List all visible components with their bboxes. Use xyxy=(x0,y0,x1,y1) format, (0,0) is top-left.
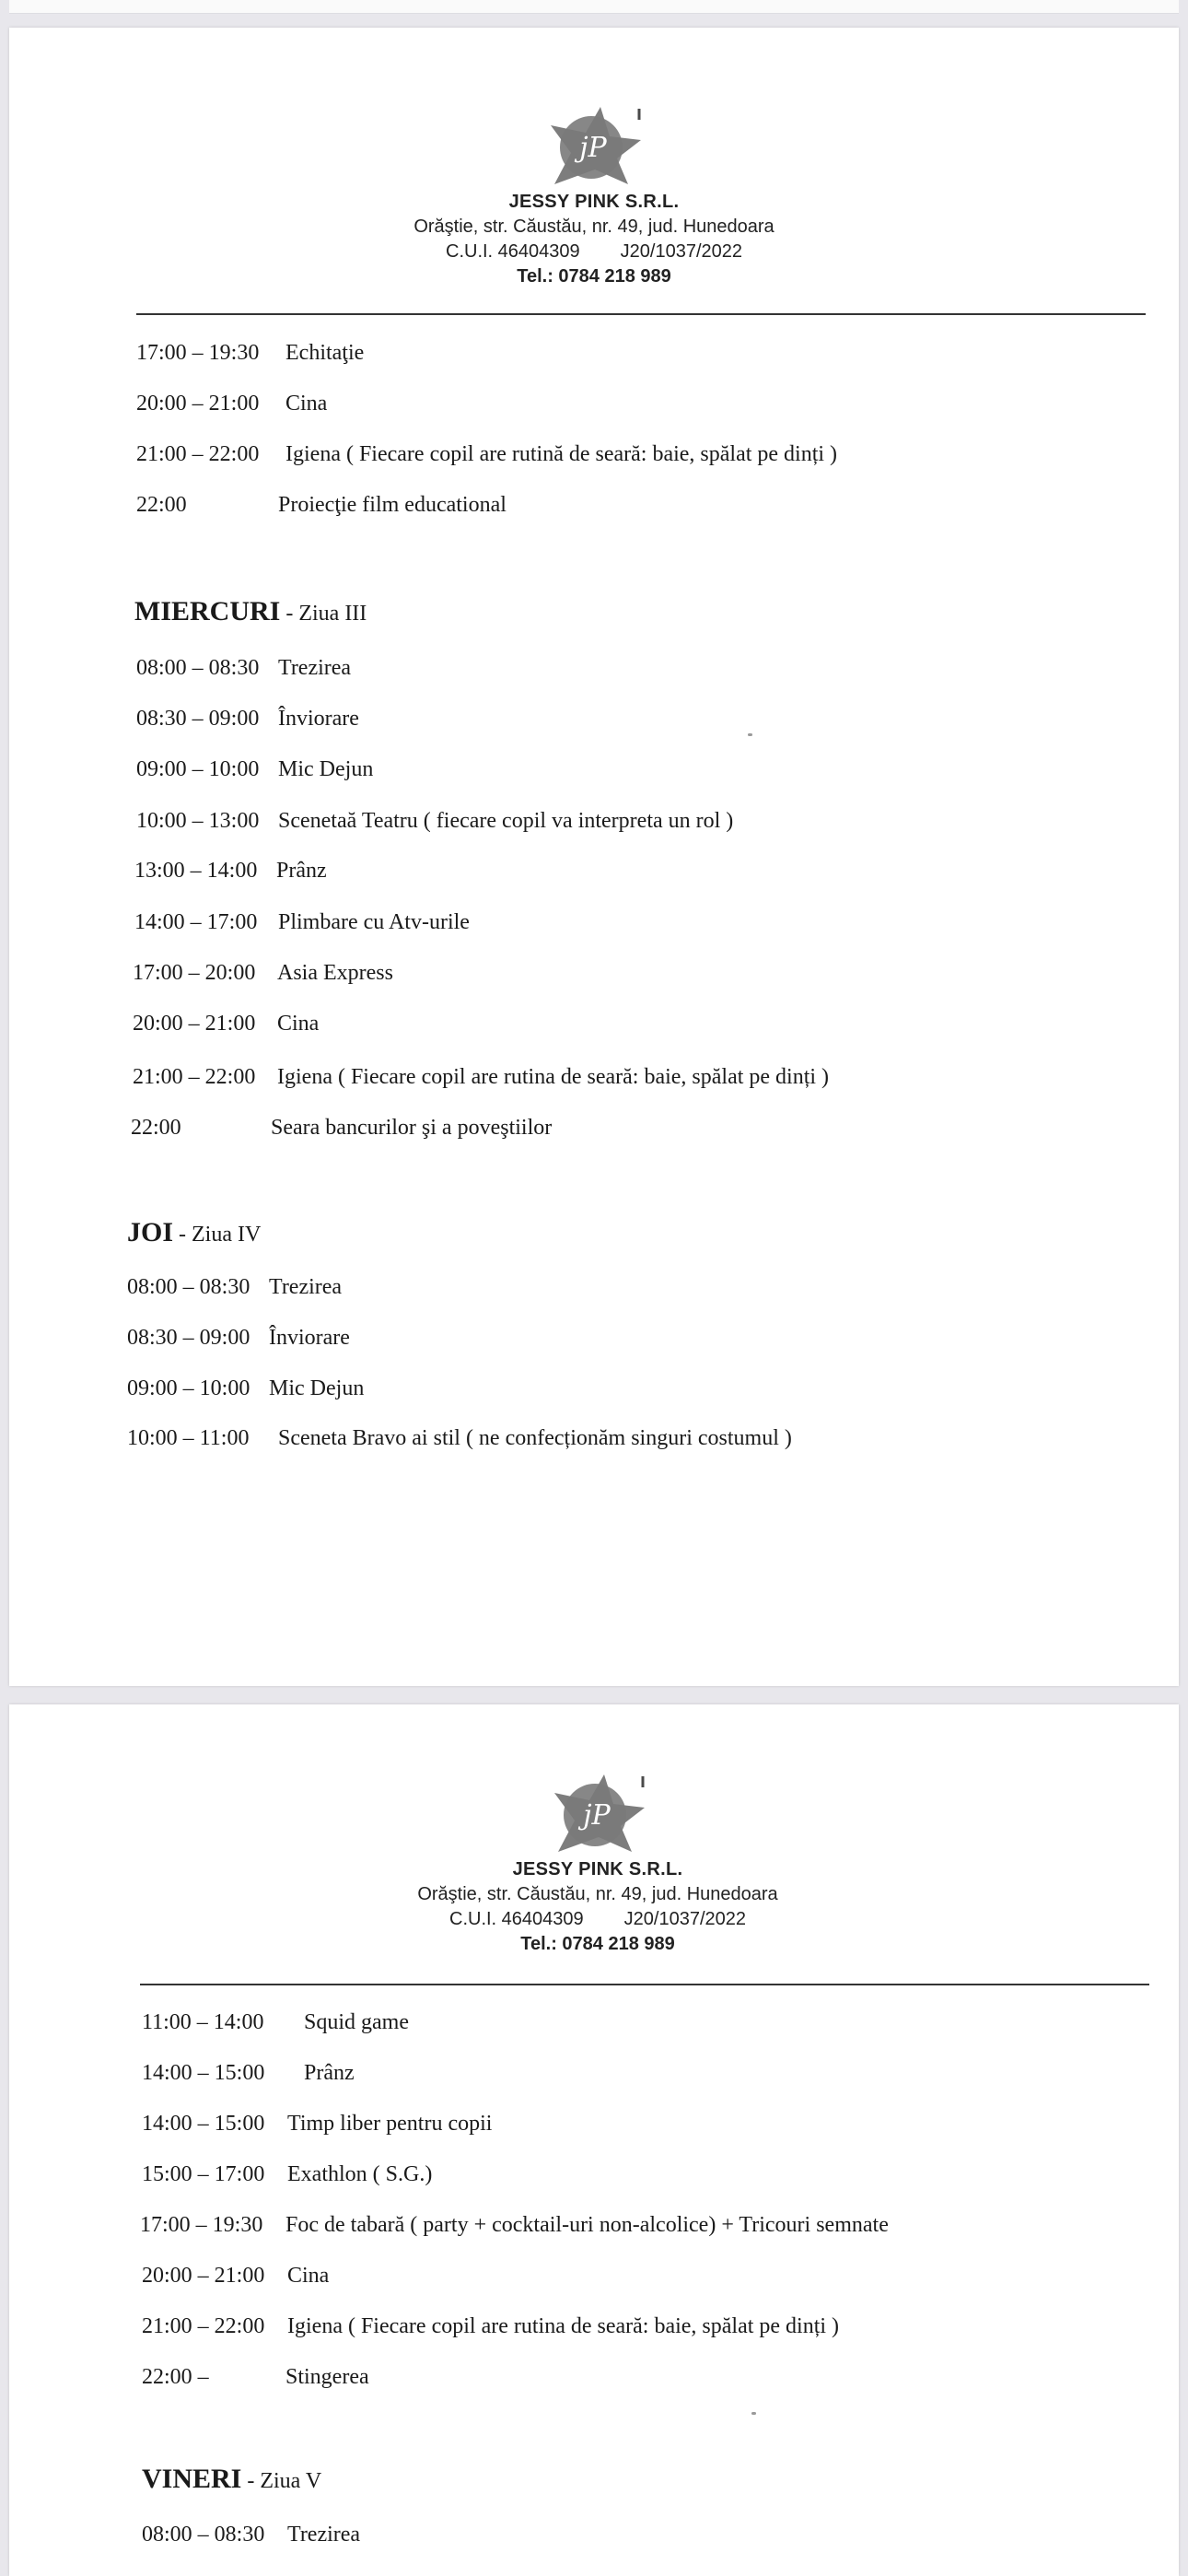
schedule-row: 21:00 – 22:00 Igiena ( Fiecare copil are rutina de seară: baie, spălat pe dinți ) xyxy=(142,2314,840,2338)
company-reg-number: J20/1037/2022 xyxy=(623,1909,746,1929)
schedule-row: 08:00 – 08:30 Trezirea xyxy=(142,2523,361,2547)
schedule-row: 21:00 – 22:00 Igiena ( Fiecare copil are rutină de seară: baie, spălat pe dinți ) xyxy=(136,442,838,466)
schedule-row: 14:00 – 15:00 Timp liber pentru copii xyxy=(142,2112,493,2136)
header-divider xyxy=(140,1984,1149,1985)
previous-page-edge xyxy=(9,0,1179,14)
schedule-row: 20:00 – 21:00 Cina xyxy=(142,2264,330,2288)
schedule-row: 20:00 – 21:00 Cina xyxy=(136,392,328,416)
company-address: Orăştie, str. Căustău, nr. 49, jud. Hunedoara xyxy=(413,217,775,237)
document-page-1 xyxy=(9,28,1179,1686)
schedule-row: 08:30 – 09:00 Înviorare xyxy=(136,707,359,731)
company-logo-icon xyxy=(545,105,643,186)
schedule-row: 15:00 – 17:00 Exathlon ( S.G.) xyxy=(142,2162,433,2186)
schedule-row: 22:00 – Stingerea xyxy=(142,2365,369,2389)
schedule-row: 10:00 – 11:00 Sceneta Bravo ai stil ( ne confecționăm singuri costumul ) xyxy=(127,1426,792,1450)
schedule-row: 09:00 – 10:00 Mic Dejun xyxy=(127,1376,365,1400)
scan-speck xyxy=(748,733,752,736)
letterhead xyxy=(13,1773,1182,1955)
company-phone: Tel.: 0784 218 989 xyxy=(517,266,671,287)
schedule-row: 22:00 Seara bancurilor şi a poveştiilor xyxy=(131,1116,553,1140)
schedule-row: 21:00 – 22:00 Igiena ( Fiecare copil are rutina de seară: baie, spălat pe dinți ) xyxy=(133,1065,830,1089)
schedule-row: 11:00 – 14:00 Squid game xyxy=(142,2010,409,2034)
schedule-row: 08:00 – 08:30 Trezirea xyxy=(127,1275,343,1299)
svg-text:jP: jP xyxy=(583,1799,611,1832)
schedule-row: 17:00 – 19:30 Foc de tabară ( party + cocktail-uri non-alcolice) + Tricouri semnate xyxy=(140,2213,889,2237)
company-registration xyxy=(9,241,1179,263)
day-heading-wednesday: MIERCURI - Ziua III xyxy=(134,596,367,626)
company-phone: Tel.: 0784 218 989 xyxy=(520,1934,675,1954)
day-heading-friday: VINERI - Ziua V xyxy=(142,2464,322,2494)
scan-speck xyxy=(751,2412,756,2415)
company-cui: C.U.I. 46404309 xyxy=(449,1909,584,1929)
schedule-row: 17:00 – 20:00 Asia Express xyxy=(133,961,393,985)
header-divider xyxy=(136,313,1146,315)
company-name: JESSY PINK S.R.L. xyxy=(508,192,680,212)
schedule-row: 09:00 – 10:00 Mic Dejun xyxy=(136,757,374,781)
company-name: JESSY PINK S.R.L. xyxy=(512,1859,683,1879)
document-page-2 xyxy=(9,1704,1179,2576)
day-heading-thursday: JOI - Ziua IV xyxy=(127,1217,262,1247)
company-reg-number: J20/1037/2022 xyxy=(620,241,742,262)
company-logo-icon xyxy=(549,1773,646,1854)
svg-text:jP: jP xyxy=(579,132,607,164)
schedule-row: 20:00 – 21:00 Cina xyxy=(133,1012,320,1036)
company-address: Orăştie, str. Căustău, nr. 49, jud. Hunedoara xyxy=(417,1884,778,1904)
schedule-row: 22:00 Proiecţie film educational xyxy=(136,493,507,517)
schedule-row: 13:00 – 14:00 Prânz xyxy=(134,859,327,883)
letterhead xyxy=(9,105,1179,287)
schedule-row: 10:00 – 13:00 Scenetaă Teatru ( fiecare copil va interpreta un rol ) xyxy=(136,809,734,833)
company-registration xyxy=(13,1909,1182,1930)
company-cui: C.U.I. 46404309 xyxy=(446,241,580,262)
schedule-row: 14:00 – 17:00 Plimbare cu Atv-urile xyxy=(134,910,470,934)
schedule-row: 08:00 – 08:30 Trezirea xyxy=(136,656,352,680)
schedule-row: 17:00 – 19:30 Echitaţie xyxy=(136,341,365,365)
schedule-row: 14:00 – 15:00 Prânz xyxy=(142,2061,355,2085)
schedule-row: 08:30 – 09:00 Înviorare xyxy=(127,1326,350,1350)
